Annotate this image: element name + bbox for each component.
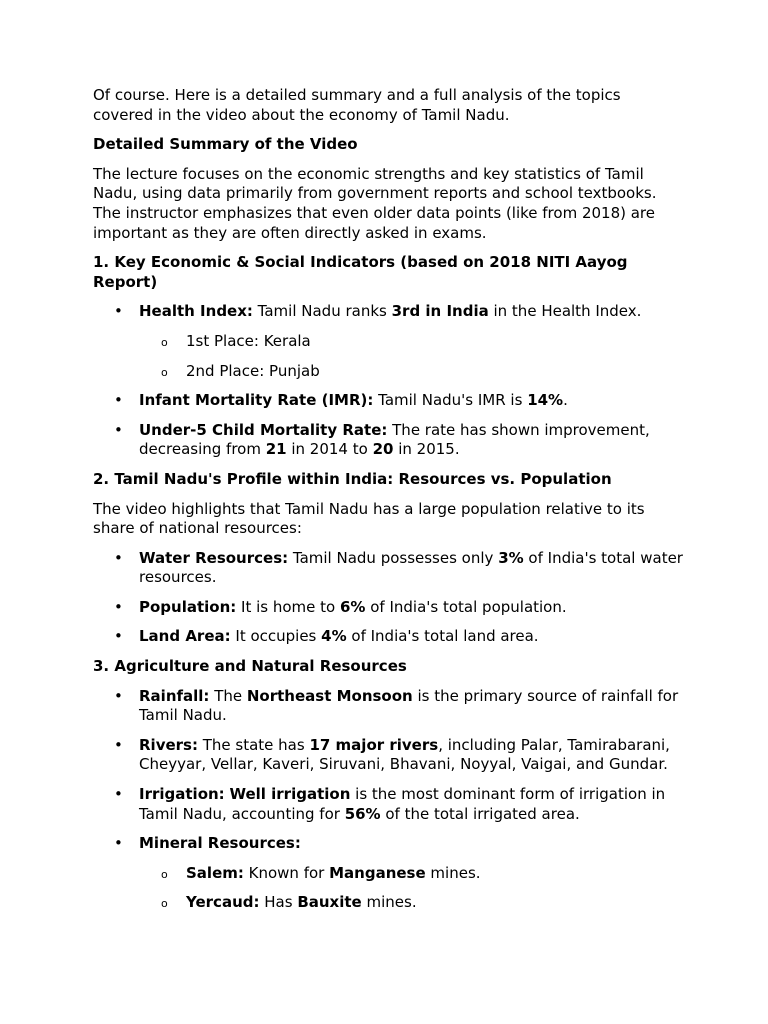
salem-item: [139, 864, 683, 884]
land-text-1: It occupies: [230, 627, 322, 646]
water-text-1: Tamil Nadu possesses only: [288, 548, 499, 567]
intro-paragraph: Of course. Here is a detailed summary and a full analysis of the topics covered in the video about the economy of Tamil Nadu.: [93, 86, 621, 124]
section2-list: [93, 549, 683, 647]
salem-text-1: Known for: [243, 863, 330, 882]
population-item: [93, 598, 683, 618]
population-label: Population:: [139, 597, 237, 616]
irrigation-text-2: of the total irrigated area.: [380, 804, 580, 823]
land-text-2: of India's total land area.: [346, 627, 539, 646]
under5-mortality-item: [93, 421, 683, 460]
mineral-resources-item: [93, 834, 683, 913]
land-value: 4%: [321, 627, 347, 646]
irrigation-label: Irrigation:: [139, 785, 225, 804]
water-label: Water Resources:: [139, 548, 289, 567]
health-index-sublist: [139, 332, 683, 381]
health-index-second-place: o 2nd Place: Punjab: [139, 362, 683, 382]
rivers-item: [93, 736, 683, 775]
health-index-label: Health Index:: [139, 302, 253, 321]
health-index-item: [93, 302, 683, 381]
irrigation-type: Well irrigation: [229, 785, 351, 804]
imr-item: [93, 391, 683, 411]
section3-heading: 3. Agriculture and Natural Resources: [93, 657, 407, 676]
rainfall-text-2: is the primary source of rainfall for Tamil Nadu.: [139, 686, 679, 725]
imr-value: 14%: [527, 391, 564, 410]
document-body: [93, 86, 683, 923]
section1-heading: 1. Key Economic & Social Indicators (based on 2018 NITI Aayog Report): [93, 253, 628, 291]
rainfall-text-1: The: [209, 686, 247, 705]
irrigation-item: [93, 785, 683, 824]
imr-text-2: .: [563, 391, 568, 410]
health-index-first-place: o 1st Place: Kerala: [139, 332, 683, 352]
yercaud-text-2: mines.: [361, 893, 417, 912]
yercaud-item: [139, 893, 683, 913]
rainfall-item: [93, 687, 683, 726]
rainfall-monsoon: Northeast Monsoon: [246, 686, 413, 705]
irrigation-text-1: is the most dominant form of irrigation in Tamil Nadu, accounting for: [139, 785, 666, 823]
land-area-item: [93, 627, 683, 647]
health-index-rank: 3rd in India: [391, 302, 489, 321]
section2-heading: 2. Tamil Nadu's Profile within India: Resources vs. Population: [93, 469, 612, 488]
population-text-1: It is home to: [236, 597, 340, 616]
under5-text-2: in 2014 to: [286, 440, 373, 459]
yercaud-mineral: Bauxite: [297, 893, 362, 912]
imr-text-1: Tamil Nadu's IMR is: [373, 391, 528, 410]
yercaud-label: Yercaud:: [186, 893, 260, 912]
summary-heading: Detailed Summary of the Video: [93, 135, 358, 154]
water-text-2: of India's total water resources.: [139, 548, 683, 587]
under5-value-2014: 21: [265, 440, 287, 459]
under5-text-1: The rate has shown improvement, decreasing from: [139, 420, 650, 459]
population-value: 6%: [340, 597, 366, 616]
under5-label: Under-5 Child Mortality Rate:: [139, 420, 388, 439]
health-index-text-1: Tamil Nadu ranks: [252, 302, 392, 321]
summary-paragraph: The lecture focuses on the economic strengths and key statistics of Tamil Nadu, using data primarily from government reports and school textbooks. The instructor emphasizes that even older data points (like from 2018) are important as they are often directly asked in exams.: [93, 164, 657, 242]
population-text-2: of India's total population.: [365, 597, 567, 616]
section1-list: [93, 302, 683, 460]
salem-text-2: mines.: [425, 863, 481, 882]
irrigation-value: 56%: [344, 804, 381, 823]
rainfall-label: Rainfall:: [139, 686, 210, 705]
rivers-text-2: , including Palar, Tamirabarani, Cheyyar, Vellar, Kaveri, Siruvani, Bhavani, Noyyal, Vaigai, and Gundar.: [139, 735, 670, 774]
land-label: Land Area:: [139, 627, 231, 646]
rivers-text-1: The state has: [197, 735, 310, 754]
minerals-sublist: [139, 864, 683, 913]
imr-label: Infant Mortality Rate (IMR):: [139, 391, 374, 410]
under5-text-3: in 2015.: [393, 440, 460, 459]
rivers-label: Rivers:: [139, 735, 198, 754]
under5-value-2015: 20: [372, 440, 394, 459]
minerals-label: Mineral Resources:: [139, 834, 301, 853]
rivers-count: 17 major rivers: [309, 735, 439, 754]
salem-mineral: Manganese: [329, 863, 426, 882]
section3-list: [93, 687, 683, 913]
health-index-text-2: in the Health Index.: [488, 302, 642, 321]
salem-label: Salem:: [186, 863, 244, 882]
water-resources-item: [93, 549, 683, 588]
section2-intro: The video highlights that Tamil Nadu has a large population relative to its share of national resources:: [93, 499, 645, 538]
water-value: 3%: [498, 548, 524, 567]
yercaud-text-1: Has: [259, 893, 298, 912]
